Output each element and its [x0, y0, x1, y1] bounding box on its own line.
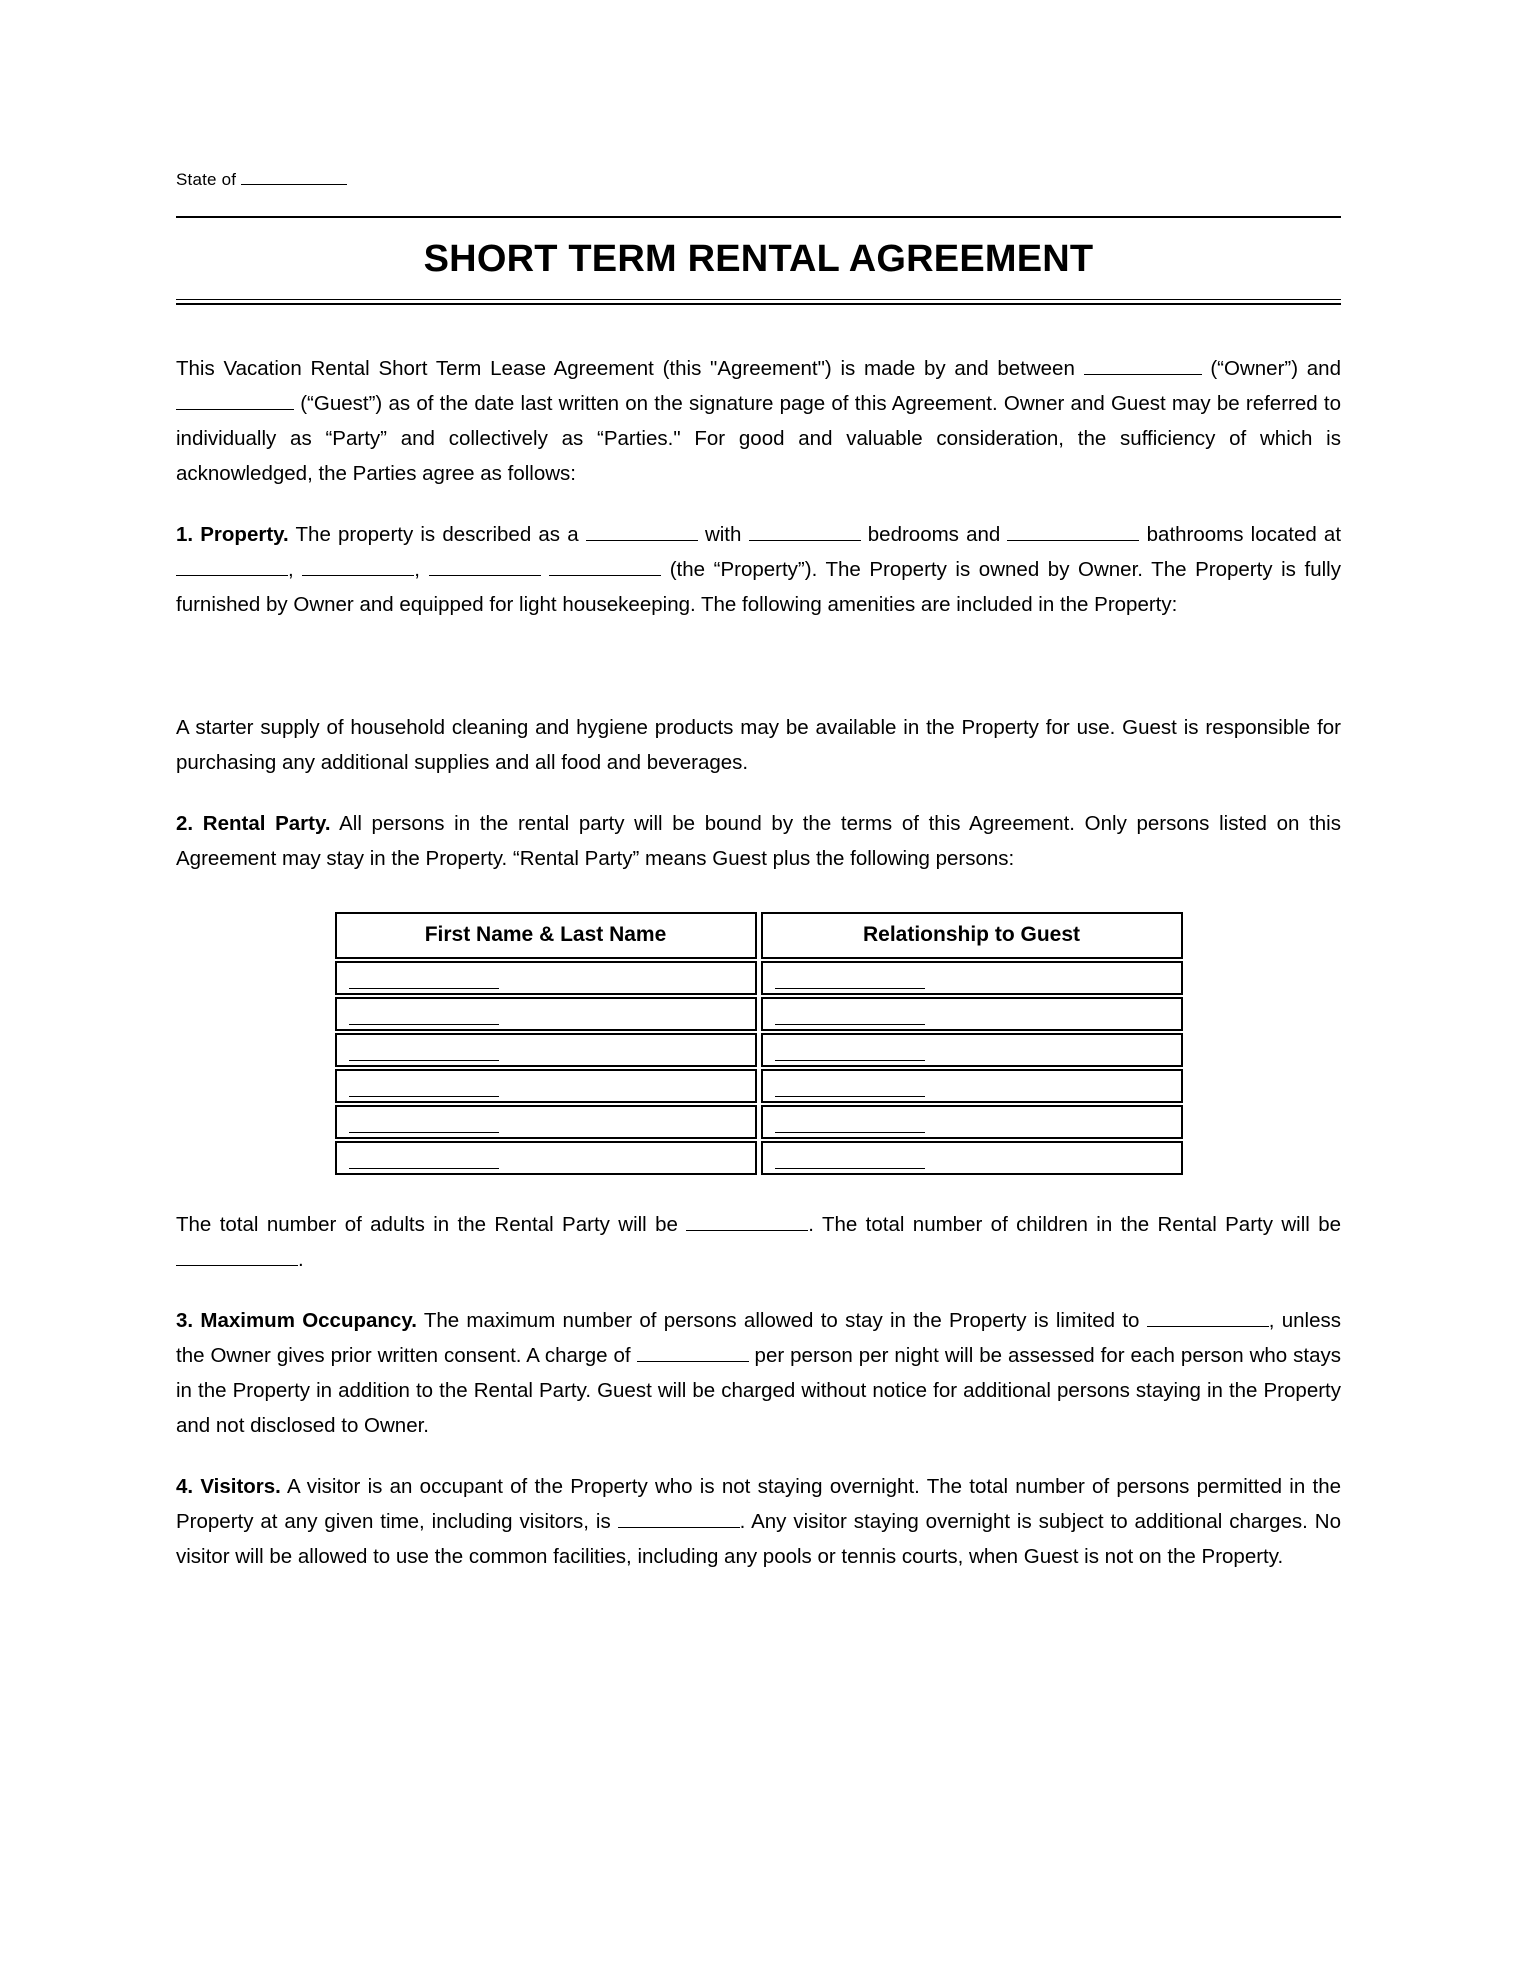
cell-relationship[interactable] — [761, 997, 1183, 1031]
section-property-text-d: bathrooms located at — [1146, 523, 1342, 546]
amenities-write-space[interactable] — [176, 648, 1341, 710]
relationship-blank[interactable] — [775, 1043, 925, 1061]
address-state-blank[interactable] — [429, 575, 541, 576]
section-maximum-occupancy-text-a: The maximum number of persons allowed to stay in the Property is limited to — [423, 1309, 1140, 1332]
state-of-line — [176, 170, 1341, 190]
intro-text-3: (“Guest”) as of the date last written on the signature page of this Agreement. Owner and Guest may be referred to individually as “Party” and collectively as “Parties." For good and valuable consideration, the sufficiency of which is acknowledged, the Parties agree as follows: — [176, 392, 1341, 485]
page-title: SHORT TERM RENTAL AGREEMENT — [423, 238, 1094, 280]
section-property-text-g: (the “Property”). The Property is owned by Owner. The Property is fully furnished by Owner and equipped for light housekeeping. The following amenities are included in the Property: — [176, 558, 1341, 616]
table-row — [335, 1069, 1183, 1103]
section-property-text-b: with — [704, 523, 742, 546]
totals-text-c: . — [298, 1248, 304, 1271]
totals-text-b: . The total number of children in the Rental Party will be — [808, 1213, 1341, 1236]
document-body — [176, 170, 1341, 1600]
cell-relationship[interactable] — [761, 1141, 1183, 1175]
section-property — [176, 517, 1341, 622]
table-row — [335, 1141, 1183, 1175]
name-blank[interactable] — [349, 1115, 499, 1133]
totals-paragraph — [176, 1207, 1341, 1277]
intro-text-1: This Vacation Rental Short Term Lease Agreement (this "Agreement") is made by and between — [176, 357, 1075, 380]
totals-text-a: The total number of adults in the Rental Party will be — [176, 1213, 678, 1236]
cell-relationship[interactable] — [761, 961, 1183, 995]
title-rule-block — [176, 216, 1341, 305]
name-blank[interactable] — [349, 971, 499, 989]
section-property-comma-2: , — [414, 558, 420, 581]
section-visitors-text-a: A visitor is an occupant of the Property who is not staying overnight. The total number of persons permitted in the Property at any given time, including visitors, is — [176, 1475, 1341, 1533]
section-property-text-c: bedrooms and — [867, 523, 1001, 546]
name-blank[interactable] — [349, 1079, 499, 1097]
children-count-blank[interactable] — [176, 1265, 298, 1266]
guest-name-blank[interactable] — [176, 409, 294, 410]
table-row — [335, 1033, 1183, 1067]
address-city-blank[interactable] — [302, 575, 414, 576]
section-visitors-heading: 4. Visitors. — [176, 1475, 281, 1498]
cell-name[interactable] — [335, 1069, 757, 1103]
state-blank[interactable] — [241, 184, 347, 185]
intro-paragraph — [176, 351, 1341, 491]
section-visitors — [176, 1469, 1341, 1574]
address-zip-blank[interactable] — [549, 575, 661, 576]
table-header-row — [335, 912, 1183, 959]
section-property-comma-1: , — [288, 558, 294, 581]
bathrooms-blank[interactable] — [1007, 540, 1139, 541]
section-maximum-occupancy-heading: 3. Maximum Occupancy. — [176, 1309, 417, 1332]
section-maximum-occupancy-text-b: , unless the Owner gives prior written consent. A charge of — [176, 1309, 1342, 1367]
bedrooms-blank[interactable] — [749, 540, 861, 541]
rental-party-table — [331, 910, 1187, 1177]
cell-name[interactable] — [335, 997, 757, 1031]
column-header-relationship: Relationship to Guest — [761, 912, 1183, 959]
section-rental-party-heading: 2. Rental Party. — [176, 812, 331, 835]
cell-name[interactable] — [335, 1141, 757, 1175]
visitors-limit-blank[interactable] — [618, 1527, 740, 1528]
section-visitors-text-b: . Any visitor staying overnight is subject to additional charges. No visitor will be allowed to use the common facilities, including any pools or tennis courts, when Guest is not on the Property. — [176, 1510, 1341, 1568]
section-property-heading: 1. Property. — [176, 523, 289, 546]
section-property-text-a: The property is described as a — [295, 523, 579, 546]
state-of-label: State of — [176, 170, 237, 189]
column-header-name: First Name & Last Name — [335, 912, 757, 959]
adults-count-blank[interactable] — [686, 1230, 808, 1231]
relationship-blank[interactable] — [775, 1115, 925, 1133]
address-street-blank[interactable] — [176, 575, 288, 576]
cell-name[interactable] — [335, 1105, 757, 1139]
cell-name[interactable] — [335, 1033, 757, 1067]
property-type-blank[interactable] — [586, 540, 698, 541]
table-row — [335, 961, 1183, 995]
table-row — [335, 1105, 1183, 1139]
table-row — [335, 997, 1183, 1031]
relationship-blank[interactable] — [775, 1007, 925, 1025]
intro-text-2: (“Owner”) and — [1210, 357, 1341, 380]
cell-relationship[interactable] — [761, 1069, 1183, 1103]
cell-relationship[interactable] — [761, 1105, 1183, 1139]
relationship-blank[interactable] — [775, 1151, 925, 1169]
section-maximum-occupancy — [176, 1303, 1341, 1443]
name-blank[interactable] — [349, 1043, 499, 1061]
name-blank[interactable] — [349, 1007, 499, 1025]
extra-person-charge-blank[interactable] — [637, 1361, 749, 1362]
max-occupancy-blank[interactable] — [1147, 1326, 1269, 1327]
relationship-blank[interactable] — [775, 971, 925, 989]
section-maximum-occupancy-text-c: per person per night will be assessed for each person who stays in the Property in addition to the Rental Party. Guest will be charged without notice for additional persons staying in the Property and not disclosed to Owner. — [176, 1344, 1342, 1437]
relationship-blank[interactable] — [775, 1079, 925, 1097]
section-rental-party-text: All persons in the rental party will be bound by the terms of this Agreement. Only persons listed on this Agreement may stay in the Property. “Rental Party” means Guest plus the following persons: — [176, 812, 1341, 870]
name-blank[interactable] — [349, 1151, 499, 1169]
cell-name[interactable] — [335, 961, 757, 995]
section-rental-party — [176, 806, 1341, 876]
owner-name-blank[interactable] — [1084, 374, 1202, 375]
cell-relationship[interactable] — [761, 1033, 1183, 1067]
starter-supply-paragraph: A starter supply of household cleaning and hygiene products may be available in the Property for use. Guest is responsible for purchasing any additional supplies and all food and beverages. — [176, 716, 1341, 774]
